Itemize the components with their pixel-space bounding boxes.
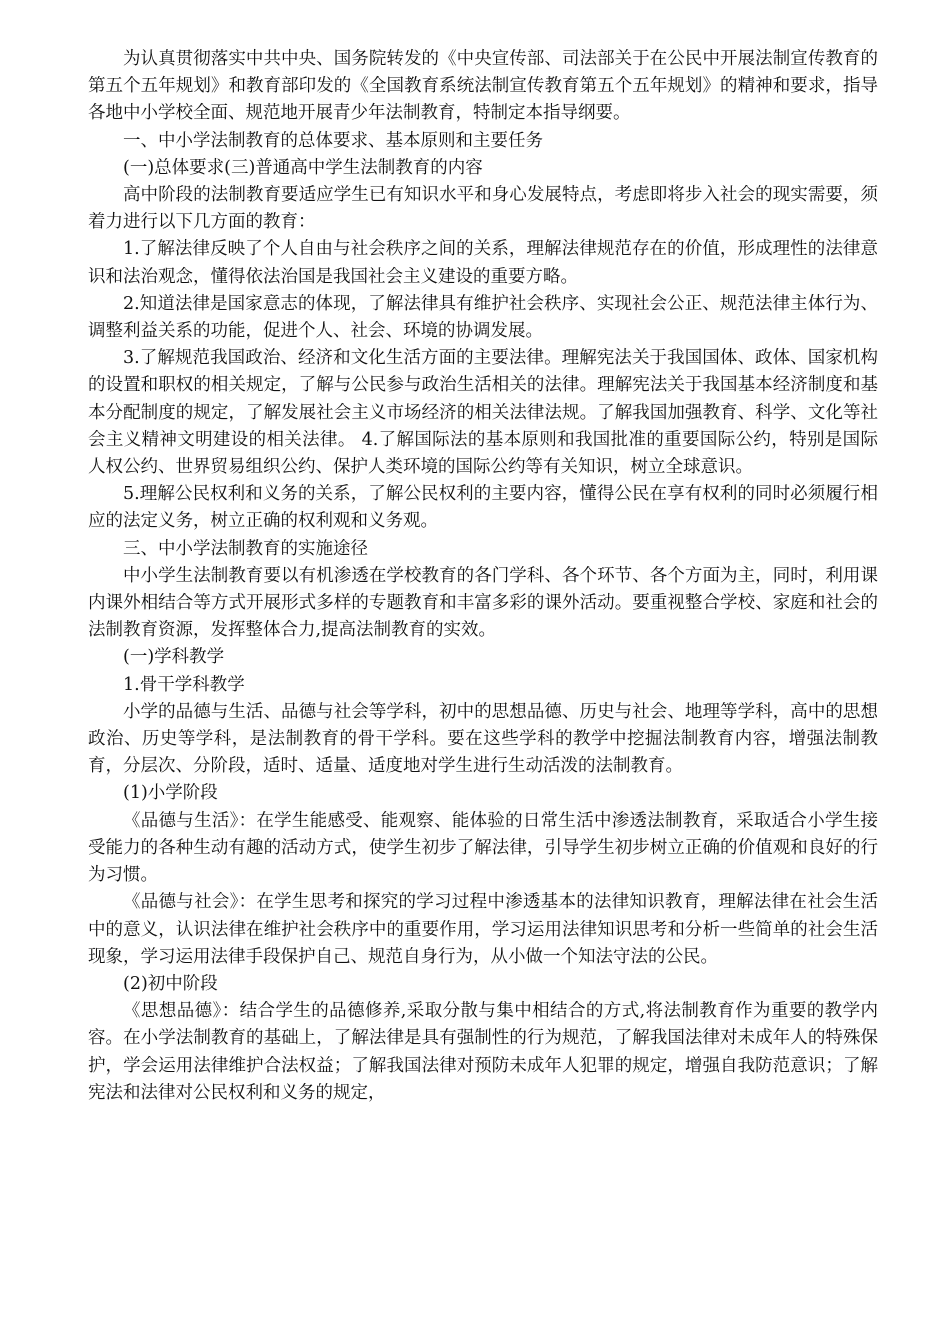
list-item-2: 2.知道法律是国家意志的体现，了解法律具有维护社会秩序、实现社会公正、规范法律主体行为、调整利益关系的功能，促进个人、社会、环境的协调发展。 (88, 293, 878, 342)
heading-core-subjects: 1.骨干学科教学 (123, 674, 245, 695)
paragraph-implementation: 中小学生法制教育要以有机渗透在学校教育的各门学科、各个环节、各个方面为主，同时，利用课内课外相结合等方式开展形式多样的专题教育和丰富多彩的课外活动。要重视整合学校、家庭和社会的法制教育资源，发挥整体合力,提高法制教育的实效。 (88, 565, 878, 641)
paragraph-core-subjects: 小学的品德与生活、品德与社会等学科，初中的思想品德、历史与社会、地理等学科，高中的思想政治、历史等学科，是法制教育的骨干学科。要在这些学科的教学中挖掘法制教育内容，增强法制教育，分层次、分阶段，适时、适量、适度地对学生进行生动活泼的法制教育。 (88, 701, 878, 777)
heading-junior-stage: (2)初中阶段 (123, 973, 218, 994)
paragraph-intro: 为认真贯彻落实中共中央、国务院转发的《中央宣传部、司法部关于在公民中开展法制宣传教育的第五个五年规划》和教育部印发的《全国教育系统法制宣传教育第五个五年规划》的精神和要求，指导各地中小学校全面、规范地开展青少年法制教育，特制定本指导纲要。 (88, 49, 878, 124)
heading-section-3: 三、中小学法制教育的实施途径 (123, 538, 368, 559)
heading-subsection-general: (一)总体要求(三)普通高中学生法制教育的内容 (123, 157, 483, 178)
document-body (88, 46, 878, 1107)
paragraph-morality-society: 《品德与社会》：在学生思考和探究的学习过程中渗透基本的法律知识教育，理解法律在社会生活中的意义，认识法律在维护社会秩序中的重要作用，学习运用法律知识思考和分析一些简单的社会生活现象，学习运用法律手段保护自己、规范自身行为，从小做一个知法守法的公民。 (88, 892, 878, 967)
heading-section-1: 一、中小学法制教育的总体要求、基本原则和主要任务 (123, 130, 543, 151)
list-item-1: 1.了解法律反映了个人自由与社会秩序之间的关系，理解法律规范存在的价值，形成理性的法律意识和法治观念，懂得依法治国是我国社会主义建设的重要方略。 (88, 239, 878, 287)
paragraph-high-school-intro: 高中阶段的法制教育要适应学生已有知识水平和身心发展特点，考虑即将步入社会的现实需要，须着力进行以下几方面的教育： (88, 185, 878, 233)
list-item-3-4: 3.了解规范我国政治、经济和文化生活方面的主要法律。理解宪法关于我国国体、政体、国家机构的设置和职权的相关规定，了解与公民参与政治生活相关的法律。理解宪法关于我国基本经济制度和基本分配制度的规定，了解发展社会主义市场经济的相关法律法规。了解我国加强教育、科学、文化等社会主义精神文明建设的相关法律。 4.了解国际法的基本原则和我国批准的重要国际公约，特别是国际人权公约、世界贸易组织公约、保护人类环境的国际公约等有关知识，树立全球意识。 (88, 348, 878, 478)
paragraph-ideology-morality: 《思想品德》：结合学生的品德修养,采取分散与集中相结合的方式,将法制教育作为重要的教学内容。在小学法制教育的基础上，了解法律是具有强制性的行为规范，了解我国法律对未成年人的特殊保护，学会运用法律维护合法权益；了解我国法律对预防未成年人犯罪的规定，增强自我防范意识；了解宪法和法律对公民权利和义务的规定， (88, 1001, 878, 1103)
heading-primary-stage: (1)小学阶段 (123, 783, 218, 804)
heading-subject-teaching: (一)学科教学 (123, 647, 225, 668)
paragraph-morality-life: 《品德与生活》：在学生能感受、能观察、能体验的日常生活中渗透法制教育，采取适合小学生接受能力的各种生动有趣的活动方式，使学生初步了解法律，引导学生初步树立正确的价值观和良好的行为习惯。 (88, 810, 878, 886)
list-item-5: 5.理解公民权利和义务的关系，了解公民权利的主要内容，懂得公民在享有权利的同时必须履行相应的法定义务，树立正确的权利观和义务观。 (88, 484, 878, 532)
